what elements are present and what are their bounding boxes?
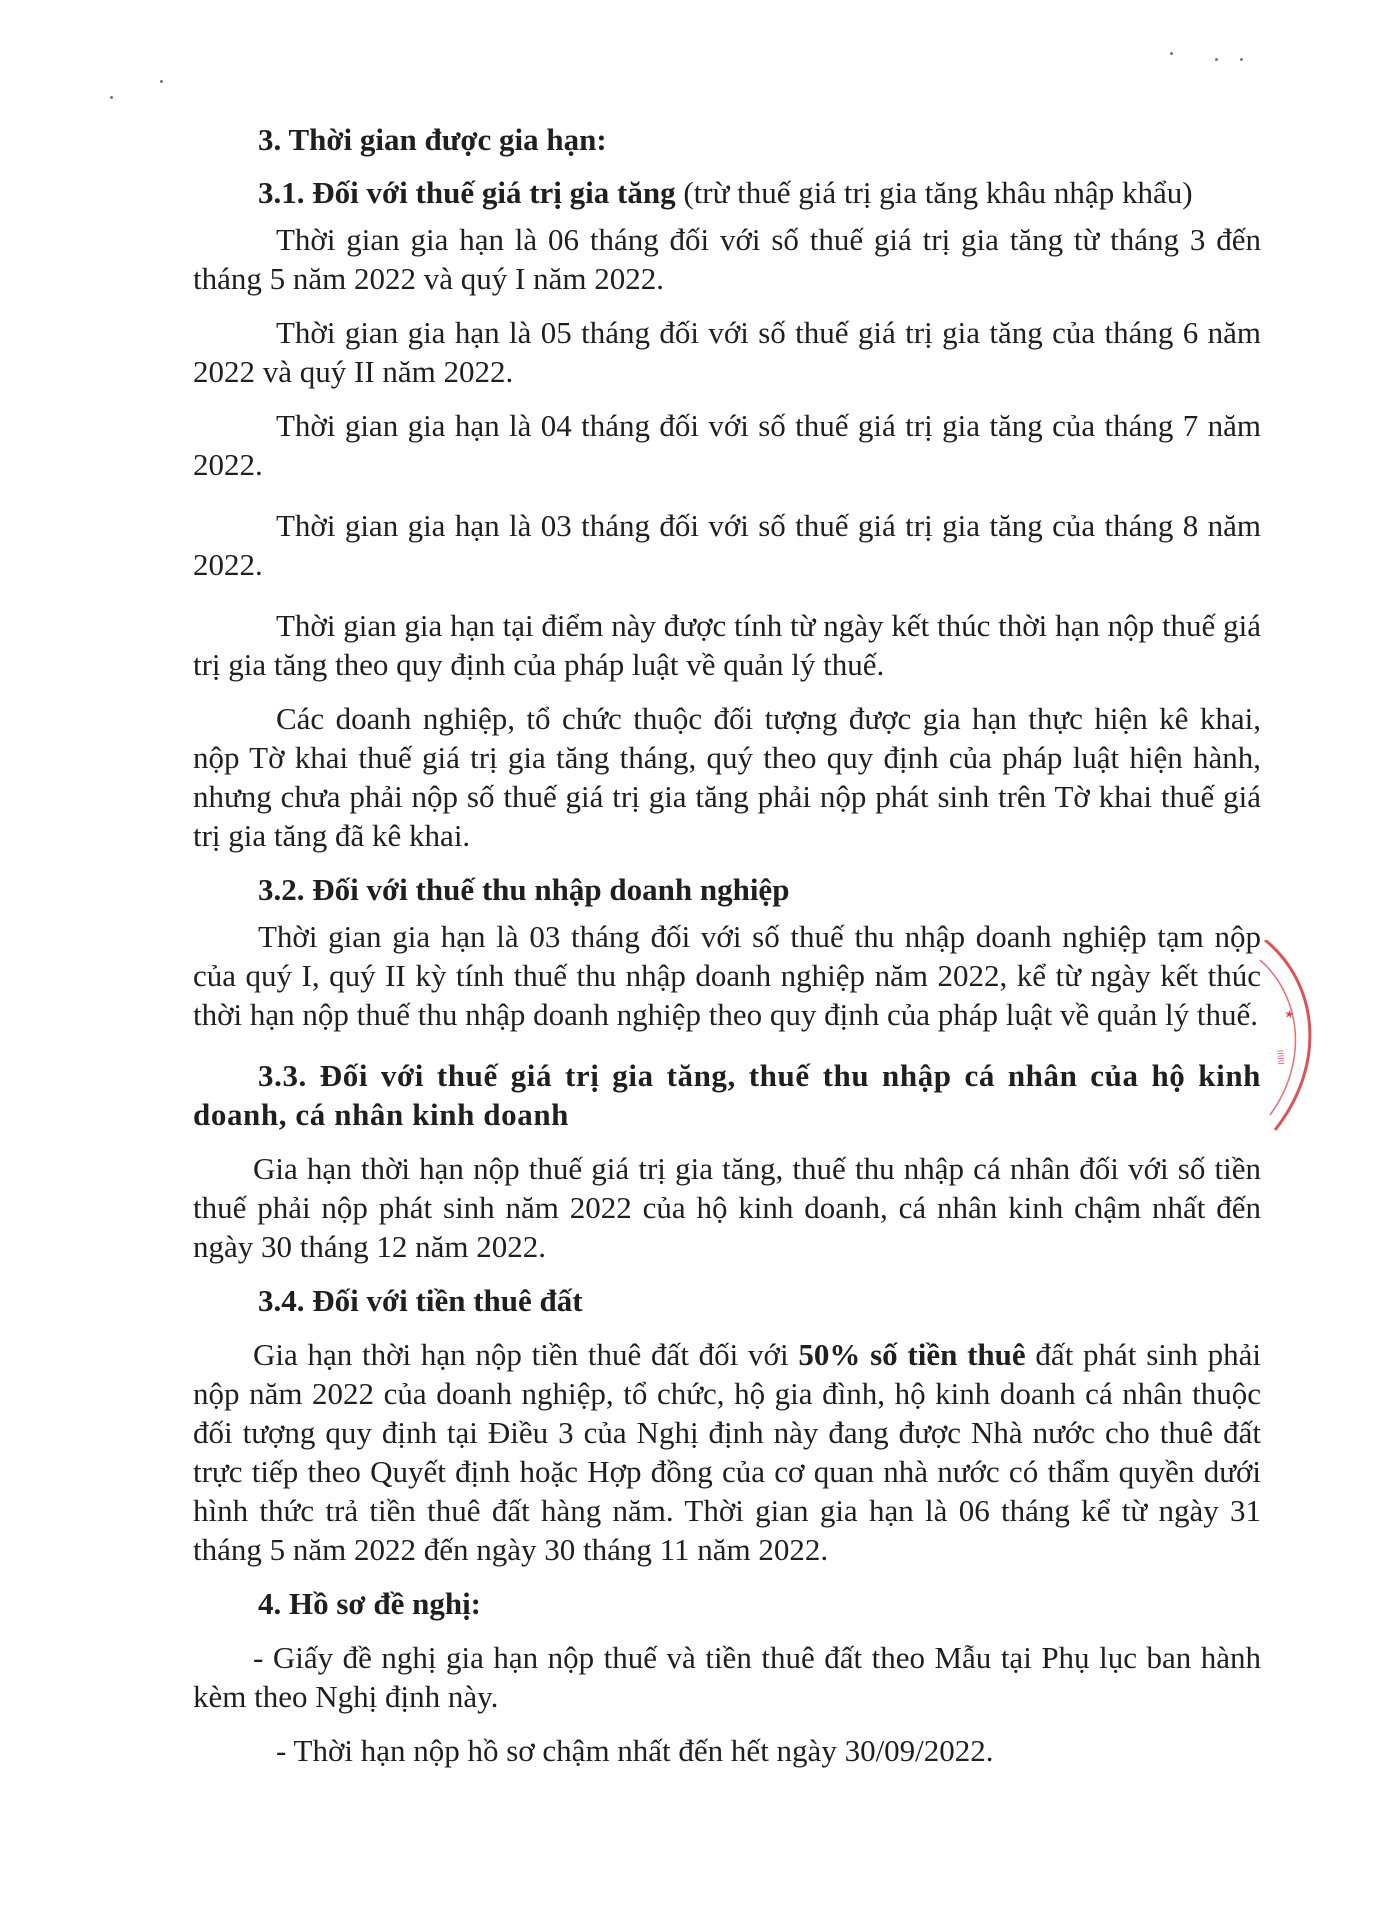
section-4-title: 4. Hồ sơ đề nghị: xyxy=(258,1586,482,1621)
section-3-2-title: 3.2. Đối với thuế thu nhập doanh nghiệp xyxy=(258,872,790,907)
document-body xyxy=(193,120,1261,1770)
scan-speck xyxy=(1240,58,1243,61)
section-3-4-text-before: Gia hạn thời hạn nộp tiền thuê đất đối với xyxy=(253,1337,799,1372)
scan-speck xyxy=(110,96,113,99)
scan-speck xyxy=(1215,58,1218,61)
section-3-2-paragraph: Thời gian gia hạn là 03 tháng đối với số thuế thu nhập doanh nghiệp tạm nộp của quý I, quý II kỳ tính thuế thu nhập doanh nghiệp năm 2022, kể từ ngày kết thúc thời hạn nộp thuế thu nhập doanh nghiệp theo quy định của pháp luật về quản lý thuế. xyxy=(193,919,1261,1032)
section-3-title: 3. Thời gian được gia hạn: xyxy=(258,122,607,157)
section-3-1-paragraph: Thời gian gia hạn là 06 tháng đối với số thuế giá trị gia tăng từ tháng 3 đến tháng 5 năm 2022 và quý I năm 2022. xyxy=(193,222,1261,296)
scan-speck xyxy=(1170,52,1173,55)
section-3-1-paragraph: Các doanh nghiệp, tổ chức thuộc đối tượng được gia hạn thực hiện kê khai, nộp Tờ khai thuế giá trị gia tăng tháng, quý theo quy định của pháp luật hiện hành, nhưng chưa phải nộp số thuế giá trị gia tăng phải nộp phát sinh trên Tờ khai thuế giá trị gia tăng đã kê khai. xyxy=(193,701,1261,853)
svg-text:★: ★ xyxy=(1282,1008,1296,1021)
section-3-1-paragraph: Thời gian gia hạn là 05 tháng đối với số thuế giá trị gia tăng của tháng 6 năm 2022 và quý II năm 2022. xyxy=(193,315,1261,389)
section-4-item: - Thời hạn nộp hồ sơ chậm nhất đến hết ngày 30/09/2022. xyxy=(276,1733,994,1768)
section-3-4-text-bold: 50% số tiền thuê xyxy=(798,1337,1026,1372)
section-4-item: - Giấy đề nghị gia hạn nộp thuế và tiền thuê đất theo Mẫu tại Phụ lục ban hành kèm theo Nghị định này. xyxy=(193,1640,1261,1714)
section-3-4-paragraph xyxy=(193,1335,1261,1569)
section-3-4-text-after: đất phát sinh phải nộp năm 2022 của doanh nghiệp, tổ chức, hộ gia đình, hộ kinh doanh cá nhân thuộc đối tượng quy định tại Điều 3 của Nghị định này đang được Nhà nước cho thuê đất trực tiếp theo Quyết định hoặc Hợp đồng của cơ quan nhà nước có thẩm quyền dưới hình thức trả tiền thuê đất hàng năm. Thời gian gia hạn là 06 tháng kể từ ngày 31 tháng 5 năm 2022 đến ngày 30 tháng 11 năm 2022. xyxy=(193,1337,1261,1567)
section-3-1-title xyxy=(193,173,1261,212)
section-3-1-paragraph: Thời gian gia hạn là 04 tháng đối với số thuế giá trị gia tăng của tháng 7 năm 2022. xyxy=(193,408,1261,482)
section-3-1-paragraph: Thời gian gia hạn là 03 tháng đối với số thuế giá trị gia tăng của tháng 8 năm 2022. xyxy=(193,508,1261,582)
scan-speck xyxy=(160,80,163,83)
section-3-4-title: 3.4. Đối với tiền thuê đất xyxy=(258,1283,583,1318)
section-3-1-paragraph: Thời gian gia hạn tại điểm này được tính từ ngày kết thúc thời hạn nộp thuế giá trị gia tăng theo quy định của pháp luật về quản lý thuế. xyxy=(193,608,1261,682)
section-3-3-paragraph: Gia hạn thời hạn nộp thuế giá trị gia tăng, thuế thu nhập cá nhân đối với số tiền thuế phải nộp phát sinh năm 2022 của hộ kinh doanh, cá nhân kinh chậm nhất đến ngày 30 tháng 12 năm 2022. xyxy=(193,1151,1261,1264)
section-3-3-title: 3.3. Đối với thuế giá trị gia tăng, thuế thu nhập cá nhân của hộ kinh doanh, cá nhân kinh doanh xyxy=(193,1058,1261,1132)
svg-text:IIIIII: IIIIII xyxy=(1275,1049,1287,1066)
section-3-1-title-bold: 3.1. Đối với thuế giá trị gia tăng xyxy=(258,175,676,210)
red-seal-stamp-fragment-icon xyxy=(1255,940,1335,1140)
section-3-1-title-rest: (trừ thuế giá trị gia tăng khâu nhập khẩu) xyxy=(675,175,1193,210)
